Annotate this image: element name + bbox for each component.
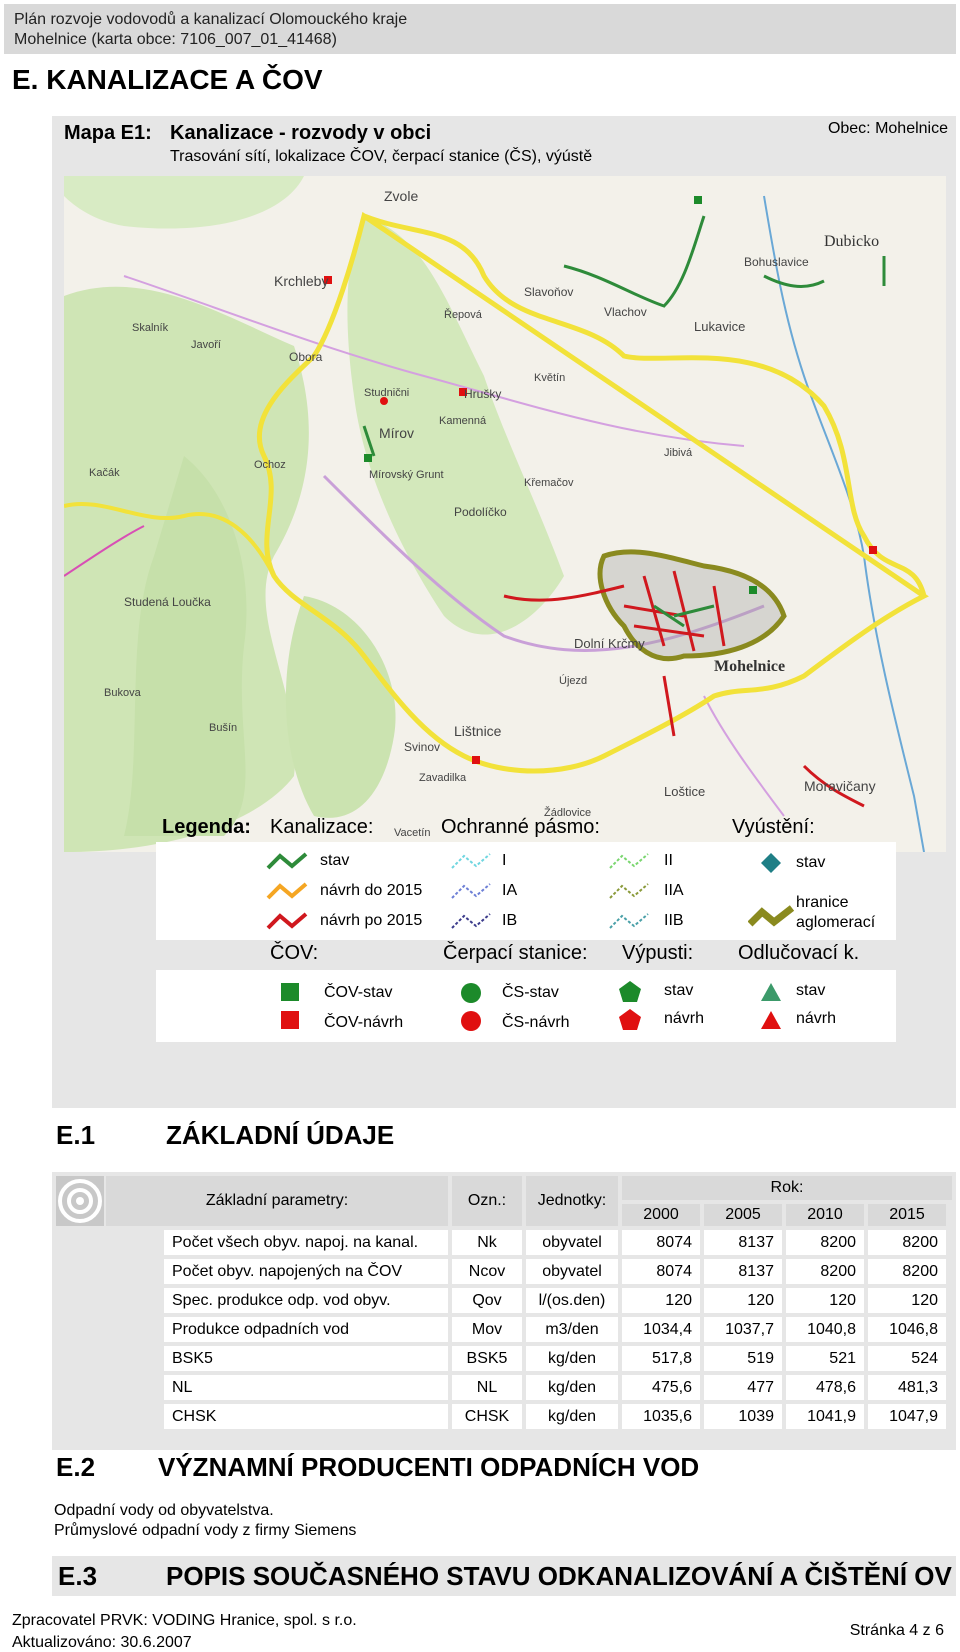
param-cell: CHSK [164, 1404, 448, 1429]
map-place-label: Vlachov [604, 305, 647, 319]
pump-plan-icon [460, 1010, 482, 1032]
value-cell: 120 [786, 1288, 864, 1313]
value-cell: 1039 [704, 1404, 782, 1429]
value-cell: 524 [868, 1346, 946, 1371]
legend-box-networks [156, 842, 896, 940]
map-place-label: Žádlovice [544, 807, 592, 819]
value-cell: 8200 [868, 1259, 946, 1284]
legend-pump-existing: ČS-stav [502, 984, 559, 1001]
legend-separator-heading: Odlučovací k. [738, 942, 860, 964]
map-place-label: Křemačov [524, 477, 574, 489]
map-place-label: Javoří [191, 339, 221, 351]
map-place-label: Krchleby [274, 273, 329, 289]
map-place-label: Kamenná [439, 415, 487, 427]
map-label: Mapa E1: [64, 122, 152, 144]
section-e1-title: ZÁKLADNÍ ÚDAJE [166, 1120, 395, 1150]
zone-IA-icon [450, 880, 492, 902]
unit-cell: m3/den [526, 1317, 618, 1342]
value-cell: 519 [704, 1346, 782, 1371]
section-e1-number: E.1 [56, 1120, 96, 1150]
symbol-cell: BSK5 [452, 1346, 522, 1371]
header-municipality: Mohelnice (karta obce: 7106_007_01_41468) [14, 31, 337, 48]
value-cell: 8200 [868, 1230, 946, 1255]
value-cell: 521 [786, 1346, 864, 1371]
zone-II-icon [608, 850, 650, 872]
value-cell: 1040,8 [786, 1317, 864, 1342]
zone-IIA-icon [608, 880, 650, 902]
legend-zone-IA: IA [502, 882, 518, 899]
legend-zone-II: II [664, 852, 673, 869]
header-year: Rok: [622, 1176, 952, 1200]
wwtp-plan-icon [280, 1010, 300, 1030]
map-place-label: Dolní Krčmy [574, 636, 645, 651]
legend-outlet-heading: Vyústění: [732, 816, 815, 838]
param-cell: Spec. produkce odp. vod obyv. [164, 1288, 448, 1313]
outlet-diamond-icon [760, 852, 782, 874]
legend-wwtp-heading: ČOV: [270, 942, 319, 964]
value-cell: 1035,6 [622, 1404, 700, 1429]
year-header-cell: 2015 [868, 1204, 946, 1226]
legend-discharge-plan: návrh [664, 1010, 705, 1027]
agglomeration-boundary-icon [748, 904, 796, 930]
separator-existing-icon [760, 982, 782, 1002]
legend-zone-IIB: IIB [664, 912, 684, 929]
map-place-label: Vacetín [394, 827, 431, 839]
header-parameters: Základní parametry: [106, 1176, 448, 1226]
value-cell: 517,8 [622, 1346, 700, 1371]
legend-boundary-2: aglomerací [796, 914, 876, 931]
param-cell: BSK5 [164, 1346, 448, 1371]
legend-sewer-plan-2015: návrh do 2015 [320, 882, 423, 899]
value-cell: 1037,7 [704, 1317, 782, 1342]
unit-cell: kg/den [526, 1404, 618, 1429]
producer-line-1: Odpadní vody od obyvatelstva. [54, 1502, 274, 1519]
value-cell: 475,6 [622, 1375, 700, 1400]
legend-title: Legenda: [162, 816, 251, 838]
section-e3-title: POPIS SOUČASNÉHO STAVU ODKANALIZOVÁNÍ A ČIŠTĚNÍ OV [166, 1561, 952, 1591]
legend-zone-IB: IB [502, 912, 518, 929]
legend-pump-heading: Čerpací stanice: [443, 942, 588, 964]
map-place-label: Skalník [132, 322, 169, 334]
value-cell: 8137 [704, 1259, 782, 1284]
footer-author: Zpracovatel PRVK: VODING Hranice, spol. s r.o. [12, 1612, 357, 1629]
wwtp-existing-icon [280, 982, 300, 1002]
sewer-existing-icon [266, 850, 308, 872]
param-cell: Produkce odpadních vod [164, 1317, 448, 1342]
value-cell: 8200 [786, 1259, 864, 1284]
map-place-label: Hrušky [464, 387, 502, 401]
map-place-label: Újezd [559, 675, 588, 687]
legend-sewer-plan-after: návrh po 2015 [320, 912, 423, 929]
value-cell: 477 [704, 1375, 782, 1400]
map-place-label: Zavadilka [419, 772, 467, 784]
map-place-label: Bukova [104, 687, 141, 699]
map-graphic [64, 176, 946, 852]
section-e3-number: E.3 [58, 1561, 98, 1591]
map-place-label: Bohuslavice [744, 255, 809, 269]
producer-line-2: Průmyslové odpadní vody z firmy Siemens [54, 1522, 357, 1539]
legend-box-objects [156, 970, 896, 1042]
legend-zone-IIA: IIA [664, 882, 684, 899]
map-place-label: Zvole [384, 188, 419, 204]
footer-updated: Aktualizováno: 30.6.2007 [12, 1634, 192, 1651]
value-cell: 478,6 [786, 1375, 864, 1400]
map-place-label: Lištnice [454, 723, 502, 739]
map-place-label: Mohelnice [714, 658, 786, 675]
document-header [4, 4, 956, 54]
zone-IB-icon [450, 910, 492, 932]
value-cell: 481,3 [868, 1375, 946, 1400]
zone-I-icon [450, 850, 492, 872]
map-place-label: Slavoňov [524, 285, 574, 299]
unit-cell: kg/den [526, 1346, 618, 1371]
symbol-cell: Nk [452, 1230, 522, 1255]
value-cell: 120 [704, 1288, 782, 1313]
map-municipality: Obec: Mohelnice [827, 120, 948, 137]
map-subtitle: Trasování sítí, lokalizace ČOV, čerpací stanice (ČS), výústě [170, 148, 593, 165]
value-cell: 8137 [704, 1230, 782, 1255]
map-name: Kanalizace - rozvody v obci [170, 122, 432, 144]
map-place-label: Moravičany [804, 778, 876, 794]
unit-cell: obyvatel [526, 1259, 618, 1284]
symbol-cell: Ncov [452, 1259, 522, 1284]
map-place-label: Dubicko [824, 233, 880, 250]
year-header-cell: 2005 [704, 1204, 782, 1226]
section-e2-number: E.2 [56, 1452, 96, 1482]
section-e3-bar [52, 1556, 956, 1596]
map-place-label: Mírovský Grunt [369, 469, 444, 481]
legend-sewer-heading: Kanalizace: [270, 816, 374, 838]
header-units: Jednotky: [526, 1176, 618, 1226]
section-e2-title: VÝZNAMNÍ PRODUCENTI ODPADNÍCH VOD [158, 1452, 700, 1482]
target-icon [56, 1176, 104, 1226]
page-title: E. KANALIZACE A ČOV [12, 64, 323, 95]
param-cell: NL [164, 1375, 448, 1400]
legend-separator-existing: stav [796, 982, 826, 999]
map-place-label: Řepová [444, 309, 482, 321]
unit-cell: l/(os.den) [526, 1288, 618, 1313]
legend-discharge-existing: stav [664, 982, 694, 999]
legend-separator-plan: návrh [796, 1010, 837, 1027]
legend-wwtp-plan: ČOV-návrh [324, 1014, 404, 1031]
symbol-cell: Qov [452, 1288, 522, 1313]
legend-pump-plan: ČS-návrh [502, 1014, 570, 1031]
discharge-plan-icon [618, 1008, 642, 1032]
sewer-plan-after-2015-icon [266, 910, 308, 932]
discharge-existing-icon [618, 980, 642, 1004]
header-project: Plán rozvoje vodovodů a kanalizací Olomouckého kraje [14, 11, 408, 28]
map-place-label: Bušín [209, 722, 238, 734]
header-symbol: Ozn.: [452, 1176, 522, 1226]
map-place-label: Květín [534, 372, 566, 384]
separator-plan-icon [760, 1010, 782, 1030]
legend-outlet-existing: stav [796, 854, 826, 871]
legend-sewer-existing: stav [320, 852, 350, 869]
value-cell: 1034,4 [622, 1317, 700, 1342]
value-cell: 120 [622, 1288, 700, 1313]
value-cell: 8200 [786, 1230, 864, 1255]
unit-cell: kg/den [526, 1375, 618, 1400]
value-cell: 8074 [622, 1259, 700, 1284]
value-cell: 1046,8 [868, 1317, 946, 1342]
map-panel [52, 116, 956, 1108]
sewer-plan-2015-icon [266, 880, 308, 902]
symbol-cell: CHSK [452, 1404, 522, 1429]
map-place-label: Obora [289, 350, 323, 364]
pump-existing-icon [460, 982, 482, 1004]
basic-data-table [52, 1172, 956, 1450]
map-place-label: Loštice [664, 784, 706, 799]
map-place-label: Studnični [364, 387, 410, 399]
legend-zone-I: I [502, 852, 507, 869]
legend-discharge-heading: Výpusti: [622, 942, 694, 964]
value-cell: 120 [868, 1288, 946, 1313]
unit-cell: obyvatel [526, 1230, 618, 1255]
footer-page-number: Stránka 4 z 6 [849, 1622, 944, 1639]
symbol-cell: Mov [452, 1317, 522, 1342]
zone-IIB-icon [608, 910, 650, 932]
map-place-label: Kačák [89, 467, 120, 479]
map-place-label: Mírov [379, 425, 414, 441]
param-cell: Počet všech obyv. napoj. na kanal. [164, 1230, 448, 1255]
map-place-label: Lukavice [694, 319, 746, 334]
value-cell: 8074 [622, 1230, 700, 1255]
value-cell: 1041,9 [786, 1404, 864, 1429]
legend-protection-heading: Ochranné pásmo: [441, 816, 600, 838]
map-place-label: Svinov [404, 740, 441, 754]
param-cell: Počet obyv. napojených na ČOV [164, 1259, 448, 1284]
map-place-label: Jibivá [664, 447, 693, 459]
year-header-cell: 2000 [622, 1204, 700, 1226]
map-place-label: Podolíčko [454, 505, 507, 519]
sewer-network-map [64, 176, 946, 852]
legend-boundary-1: hranice [796, 894, 849, 911]
legend-wwtp-existing: ČOV-stav [324, 984, 393, 1001]
map-place-label: Studená Loučka [124, 595, 211, 609]
map-place-label: Ochoz [254, 459, 286, 471]
symbol-cell: NL [452, 1375, 522, 1400]
year-header-cell: 2010 [786, 1204, 864, 1226]
value-cell: 1047,9 [868, 1404, 946, 1429]
